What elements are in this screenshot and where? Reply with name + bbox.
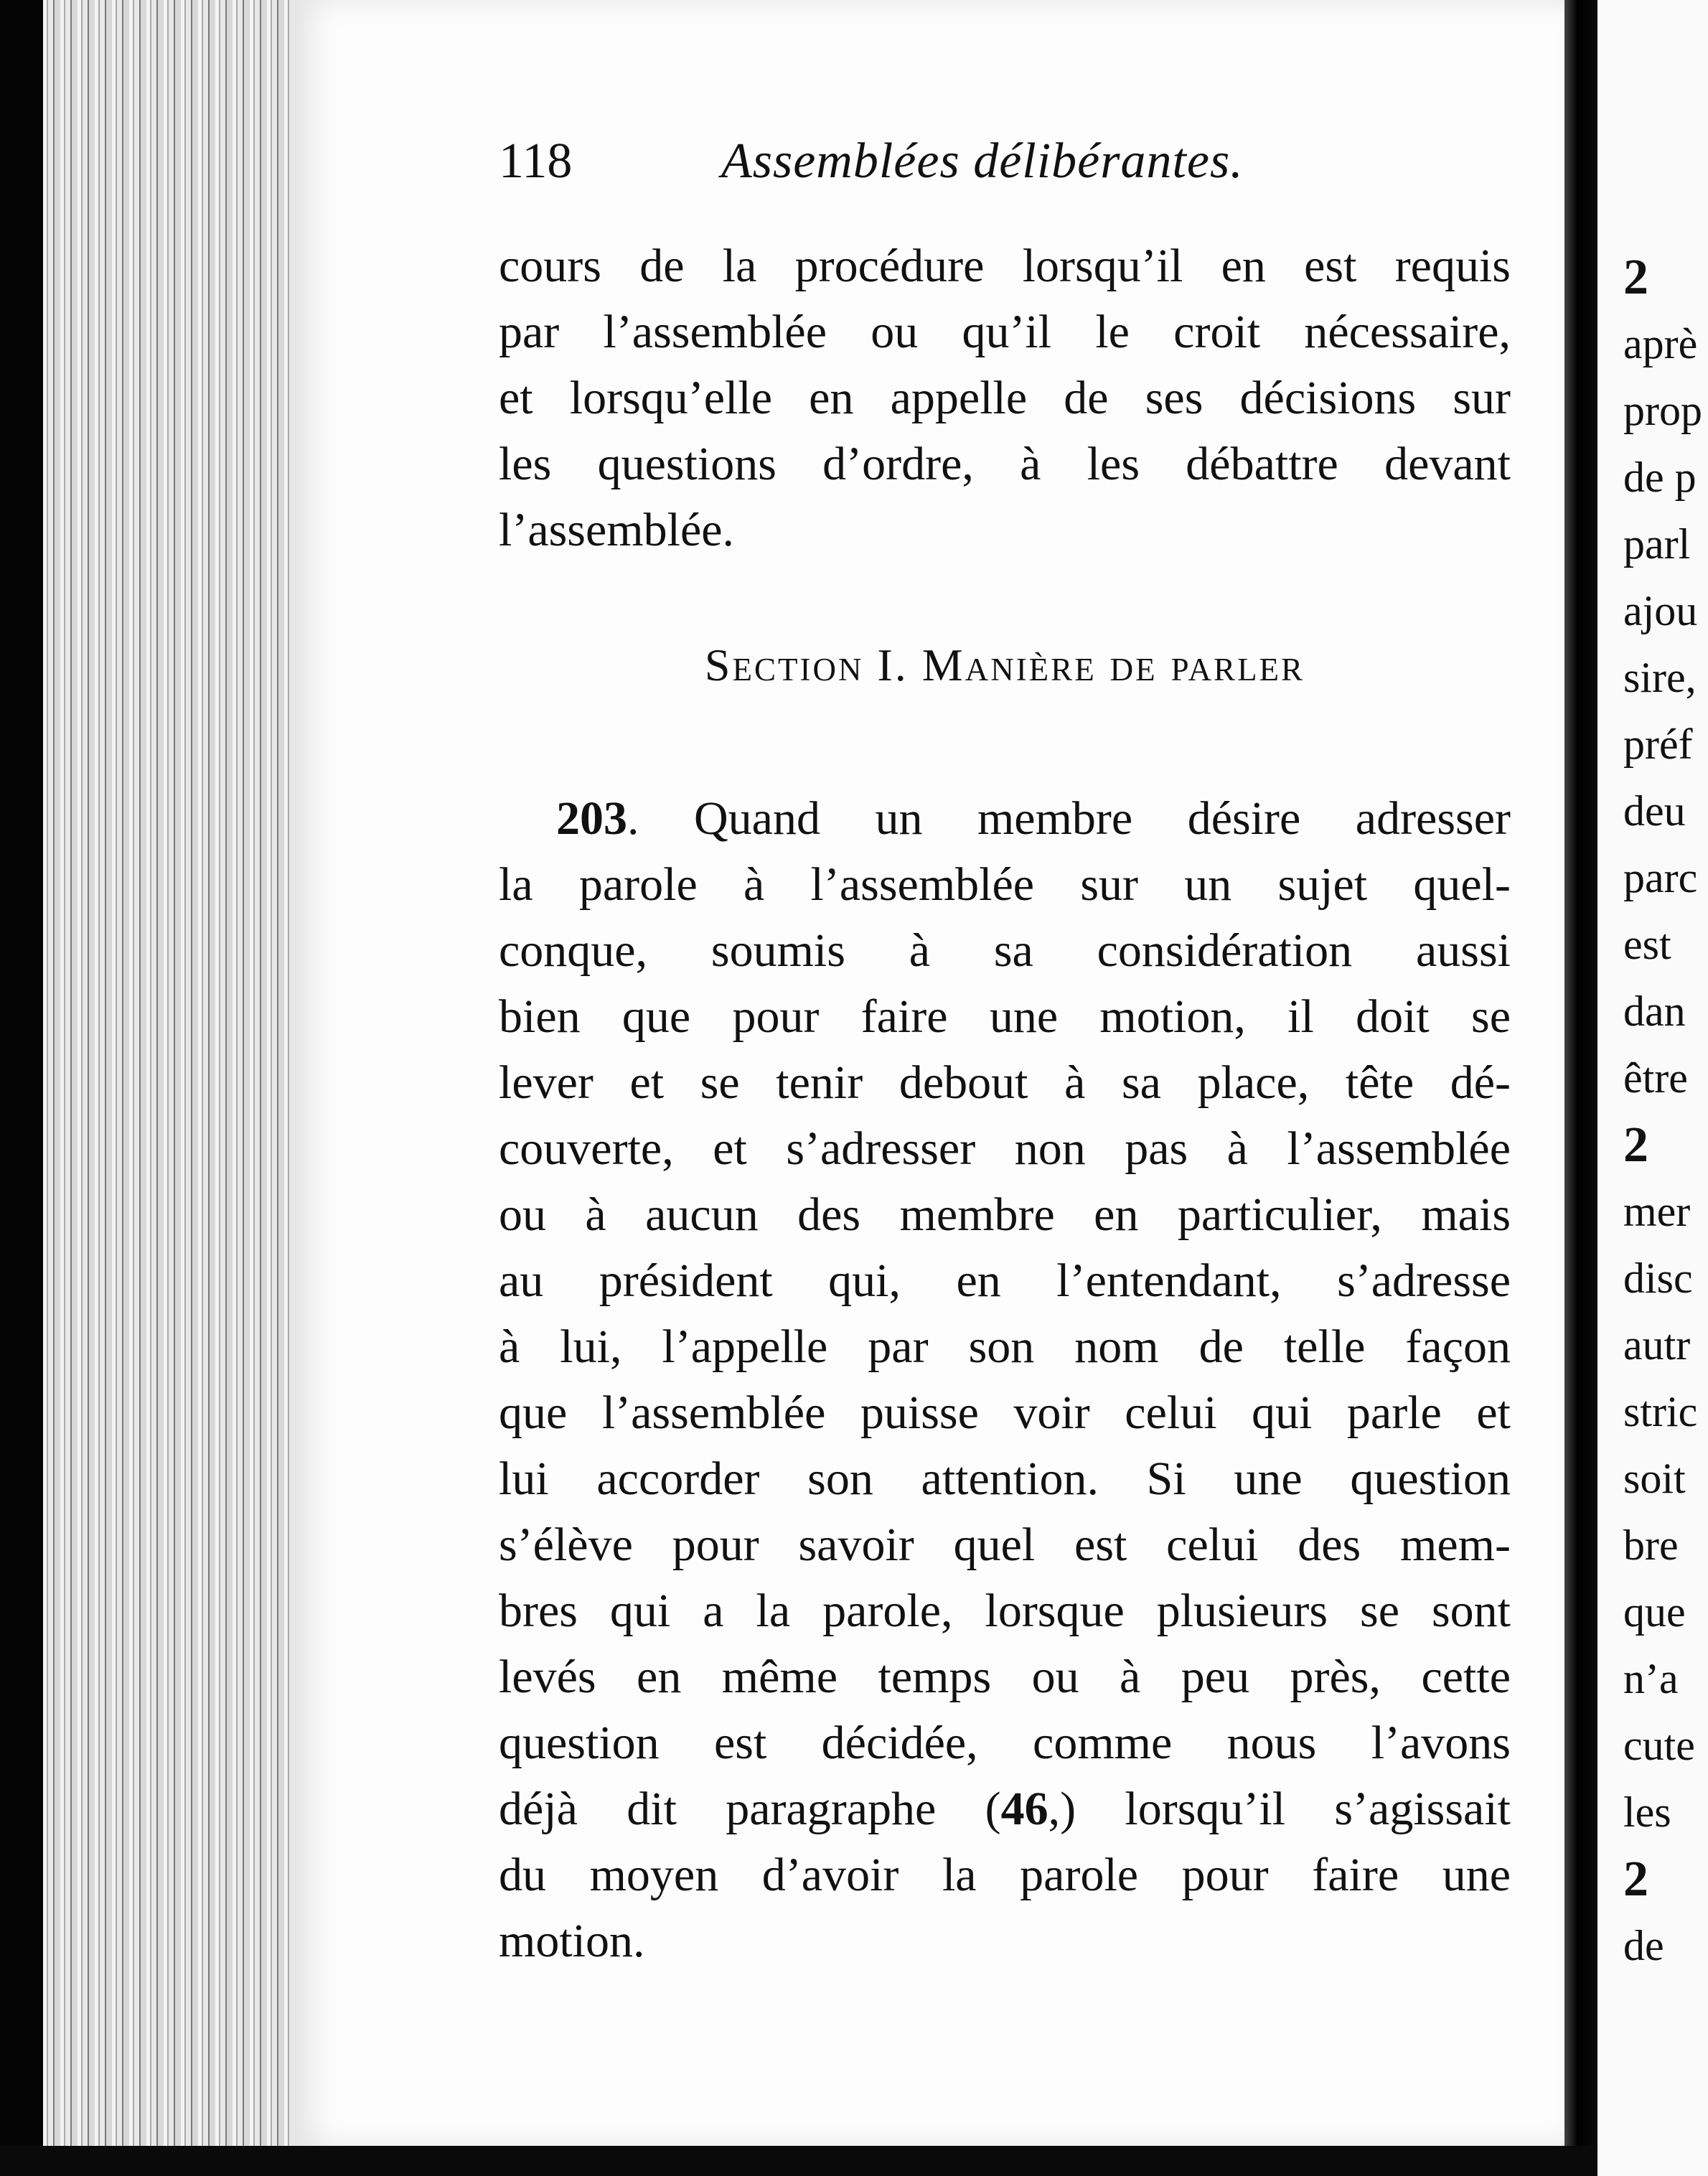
facing-page-line: bre (1623, 1521, 1679, 1569)
facing-page-line: deu (1623, 787, 1686, 835)
section-heading: Section I. Manière de parler (704, 639, 1305, 690)
text-line: la parole à l’assemblée sur un sujet quel- (499, 858, 1511, 911)
facing-page-line: les (1623, 1788, 1671, 1836)
facing-page-line: autr (1623, 1321, 1691, 1369)
text-line: l’assemblée. (499, 504, 735, 556)
text-line: les questions d’ordre, à les débattre devant (499, 438, 1511, 490)
facing-page-line: être (1623, 1054, 1688, 1102)
facing-page-line: mer (1623, 1188, 1691, 1235)
page-number: 118 (499, 133, 573, 189)
text-line: lever et se tenir debout à sa place, tête dé- (499, 1056, 1511, 1109)
facing-page-line: n’a (1623, 1655, 1679, 1702)
facing-page-line: cute (1623, 1722, 1695, 1769)
text-line: lui accorder son attention. Si une question (499, 1453, 1511, 1505)
book-spine-shadow (1564, 0, 1597, 2176)
left-dark-margin (0, 0, 43, 2176)
text-line: par l’assemblée ou qu’il le croit nécessaire, (499, 306, 1511, 358)
paragraph-203 (499, 786, 1511, 1974)
running-title: Assemblées délibérantes. (721, 133, 1244, 189)
facing-page-line: parc (1623, 854, 1698, 901)
text-line: motion. (499, 1915, 645, 1967)
facing-page-line: que (1623, 1588, 1686, 1636)
paragraph-reference: 46 (1000, 1783, 1048, 1835)
text-line: question est décidée, comme nous l’avons (499, 1717, 1511, 1769)
reference-line (499, 1776, 1511, 1842)
facing-page-line: est (1623, 921, 1671, 968)
text-line: s’élève pour savoir quel est celui des mem- (499, 1519, 1511, 1571)
ref-line-after: ,) lorsqu’il s’agissait (1048, 1783, 1511, 1835)
text-line: levés en même temps ou à peu près, cette (499, 1651, 1511, 1703)
text-line: bien que pour faire une motion, il doit se (499, 990, 1511, 1043)
ref-line-before: déjà dit paragraphe ( (499, 1783, 1001, 1835)
text-line: et lorsqu’elle en appelle de ses décisions sur (499, 372, 1511, 424)
bottom-dark-margin (0, 2146, 1597, 2176)
stacked-page-edges (43, 0, 301, 2146)
paragraph-first-line (499, 786, 1511, 852)
facing-page-line: parl (1623, 520, 1691, 568)
facing-page-line: 2 (1623, 250, 1648, 305)
facing-page-text (1623, 244, 1708, 1979)
text-line: au président qui, en l’entendant, s’adresse (499, 1255, 1511, 1307)
text-line: ou à aucun des membre en particulier, mais (499, 1188, 1511, 1241)
facing-page-line: dan (1623, 988, 1686, 1035)
facing-page-line: préf (1623, 721, 1693, 768)
facing-page-line: 2 (1623, 1852, 1648, 1907)
facing-page-line: aprè (1623, 320, 1698, 367)
facing-page-line: de p (1623, 454, 1697, 501)
facing-page-line: prop (1623, 387, 1702, 434)
text-line: à lui, l’appelle par son nom de telle façon (499, 1321, 1511, 1373)
paragraph-number: 203 (556, 792, 627, 845)
text-line: cours de la procédure lorsqu’il en est requis (499, 240, 1511, 292)
text-line: bres qui a la parole, lorsque plusieurs se sont (499, 1585, 1511, 1637)
facing-page-line: 2 (1623, 1117, 1648, 1173)
text-line: couverte, et s’adresser non pas à l’assemblée (499, 1122, 1511, 1175)
page-header (499, 133, 1511, 190)
first-line-text: . Quand un membre désire adresser (627, 792, 1511, 845)
facing-page-line: ajou (1623, 587, 1698, 634)
facing-page-line: sire, (1623, 654, 1697, 701)
opening-paragraph (499, 233, 1511, 563)
facing-page-line: de (1623, 1922, 1664, 1969)
facing-page-line: soit (1623, 1455, 1686, 1502)
text-line: du moyen d’avoir la parole pour faire une (499, 1849, 1511, 1901)
text-line: que l’assemblée puisse voir celui qui parle et (499, 1387, 1511, 1439)
facing-page-line: disc (1623, 1255, 1693, 1302)
facing-page-line: stric (1623, 1388, 1698, 1435)
text-line: conque, soumis à sa considération aussi (499, 924, 1511, 977)
